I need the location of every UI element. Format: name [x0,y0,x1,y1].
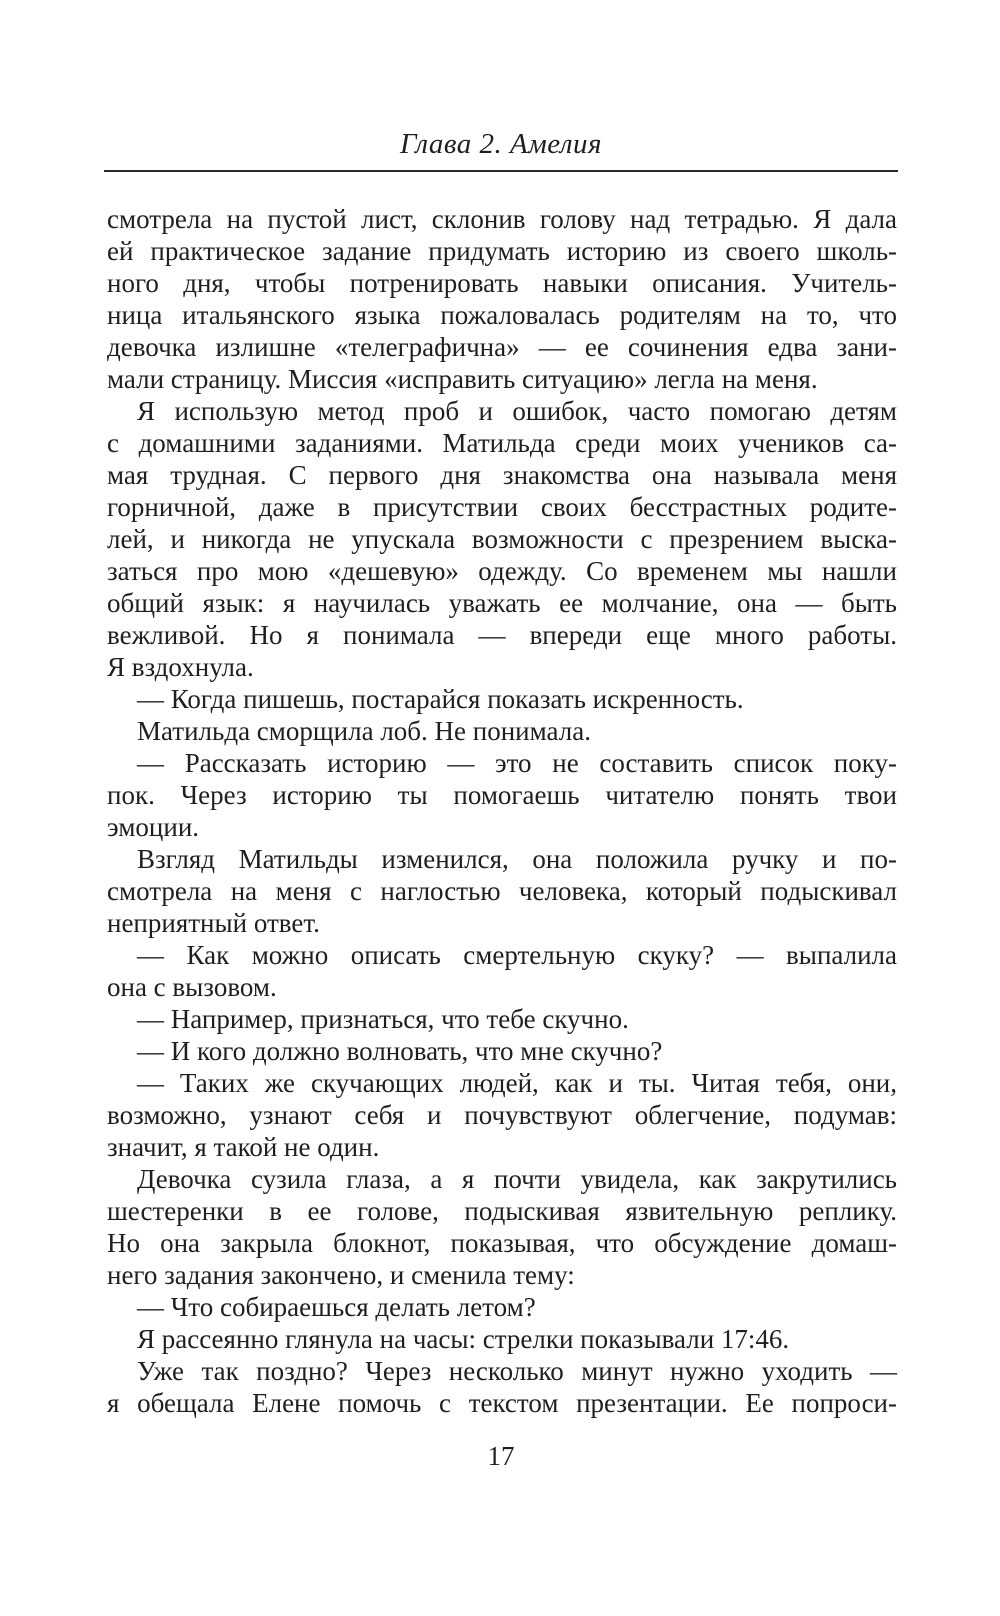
text-line: неприятный ответ. [107,908,320,938]
text-line: она с вызовом. [107,972,277,1002]
text-line: шестеренки в ее голове, подыскивая язвительную реплику. [107,1196,897,1226]
text-line: пок. Через историю ты помогаешь читателю понять твои [107,780,897,810]
text-line: горничной, даже в присутствии своих бесстрастных родите- [107,492,897,522]
text-line: — Например, признаться, что тебе скучно. [137,1004,629,1034]
text-line: ей практическое задание придумать историю из своего школь- [107,236,897,266]
text-line: — Как можно описать смертельную скуку? — выпалила [137,940,897,970]
text-line: ница итальянского языка пожаловалась родителям на то, что [107,300,897,330]
text-line: общий язык: я научилась уважать ее молчание, она — быть [107,588,897,618]
text-line: вежливой. Но я понимала — впереди еще много работы. [107,620,897,650]
text-line: — И кого должно волновать, что мне скучно? [137,1036,663,1066]
text-line: я обещала Елене помочь с текстом презентации. Ее попроси- [107,1388,897,1418]
text-line: эмоции. [107,812,200,842]
text-line: заться про мою «дешевую» одежду. Со временем мы нашли [107,556,897,586]
text-line: мая трудная. С первого дня знакомства она называла меня [107,460,897,490]
text-line: Я вздохнула. [107,652,254,682]
text-line: — Рассказать историю — это не составить список поку- [137,748,897,778]
body-text [107,203,897,1419]
text-line: — Что собираешься делать летом? [137,1292,536,1322]
text-line: ного дня, чтобы потренировать навыки описания. Учитель- [107,268,897,298]
text-line: Я использую метод проб и ошибок, часто помогаю детям [137,396,897,426]
text-line: значит, я такой не один. [107,1132,380,1162]
text-line: девочка излишне «телеграфична» — ее сочинения едва зани- [107,332,897,362]
page-number: 17 [487,1441,515,1471]
text-line: — Таких же скучающих людей, как и ты. Читая тебя, они, [137,1068,897,1098]
text-line: Девочка сузила глаза, а я почти увидела, как закрутились [137,1164,897,1194]
text-line: мали страницу. Миссия «исправить ситуацию» легла на меня. [107,364,818,394]
text-line: Но она закрыла блокнот, показывая, что обсуждение домаш- [107,1228,897,1258]
text-line: лей, и никогда не упускала возможности с презрением выска- [107,524,897,554]
text-line: — Когда пишешь, постарайся показать искренность. [137,684,744,714]
text-line: него задания закончено, и сменила тему: [107,1260,575,1290]
text-line: с домашними заданиями. Матильда среди моих учеников са- [107,428,897,458]
text-line: Уже так поздно? Через несколько минут нужно уходить — [137,1356,897,1386]
text-line: возможно, узнают себя и почувствуют облегчение, подумав: [107,1100,897,1130]
text-line: смотрела на пустой лист, склонив голову над тетрадью. Я дала [107,204,897,234]
text-line: Матильда сморщила лоб. Не понимала. [137,716,591,746]
header-rule [104,170,898,172]
text-line: смотрела на меня с наглостью человека, который подыскивал [107,876,897,906]
text-line: Взгляд Матильды изменился, она положила ручку и по- [137,844,897,874]
text-line: Я рассеянно глянула на часы: стрелки показывали 17:46. [137,1324,790,1354]
running-header-chapter-title: Глава 2. Амелия [399,128,603,160]
